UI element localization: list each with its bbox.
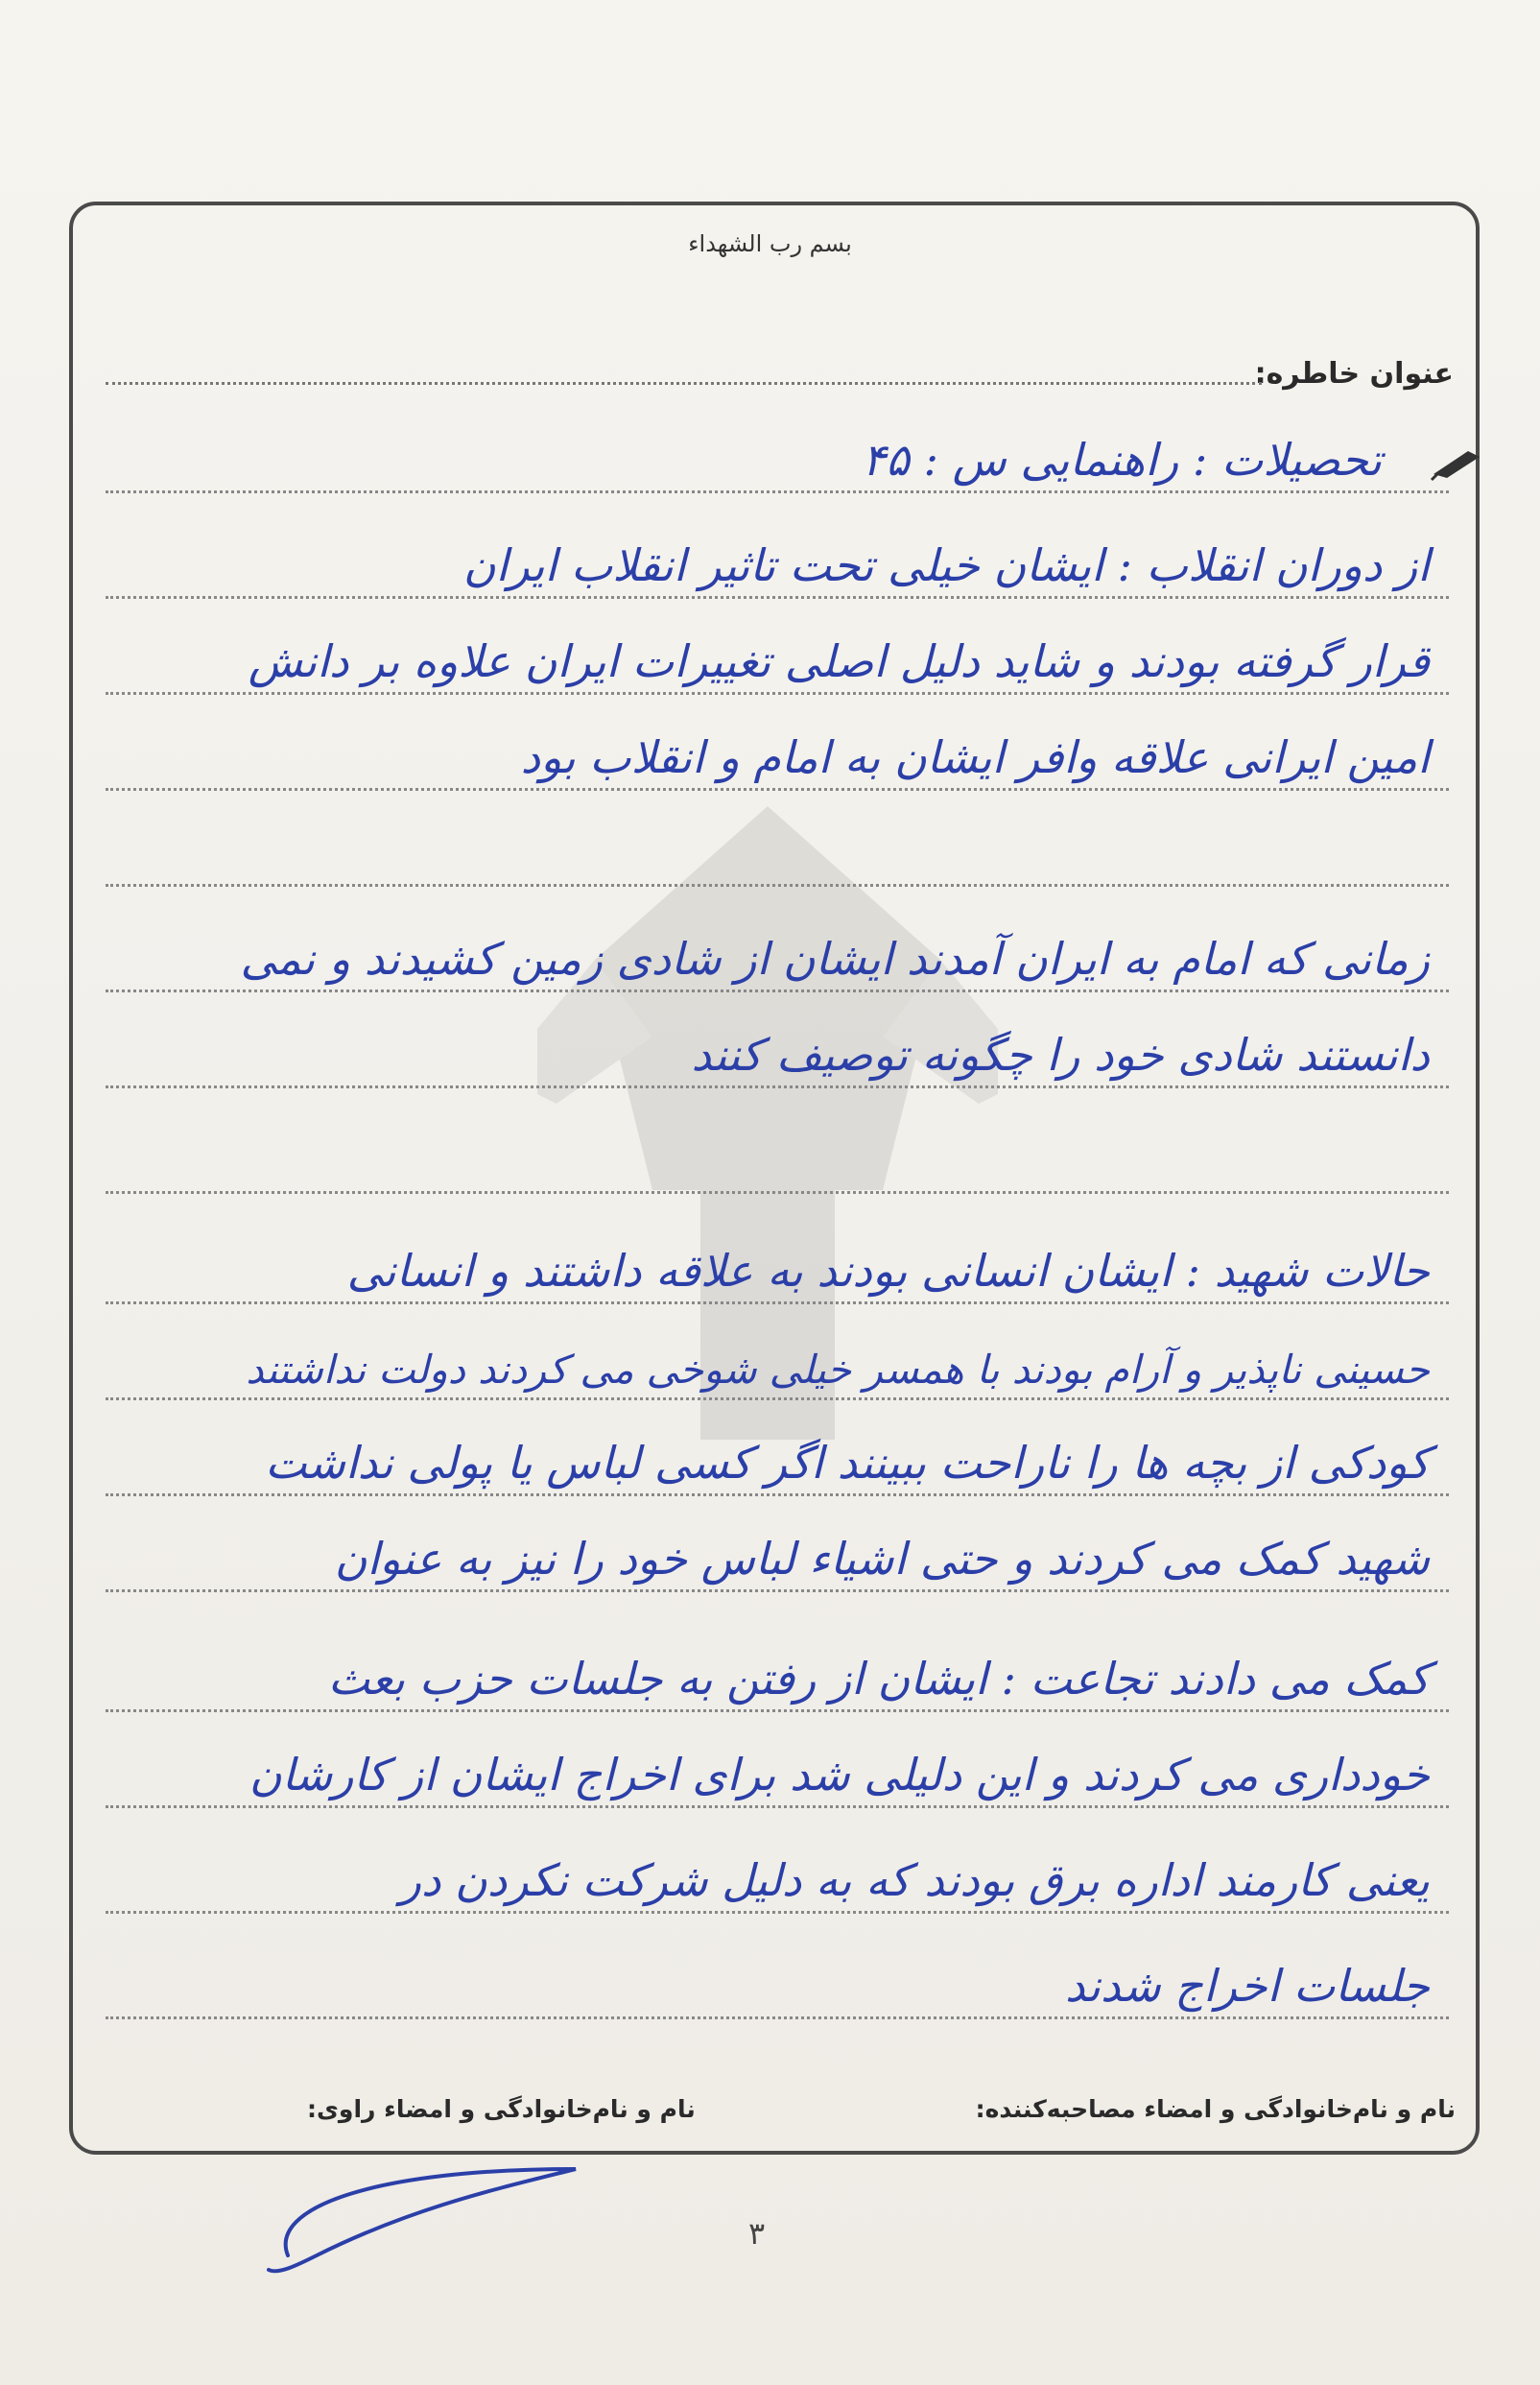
line-10[interactable]	[106, 1310, 1449, 1406]
handwritten-text: زمانی که امام به ایران آمدند ایشان از شادی زمین کشیدند و نمی	[240, 933, 1430, 985]
line-8[interactable]	[106, 1104, 1449, 1200]
handwritten-text: دانستند شادی خود را چگونه توصیف کنند	[691, 1029, 1430, 1081]
handwritten-text: حسینی ناپذیر و آرام بودند با همسر خیلی شوخی می کردند دولت نداشتند	[246, 1347, 1430, 1393]
handwritten-text: یعنی کارمند اداره برق بودند که به دلیل شرکت نکردن در	[399, 1854, 1430, 1906]
handwritten-text: کمک می دادند تجاعت : ایشان از رفتن به جلسات حزب بعث	[327, 1653, 1430, 1705]
line-3[interactable]	[106, 605, 1449, 701]
narrator-signature	[259, 2150, 624, 2284]
handwritten-text: قرار گرفته بودند و شاید دلیل اصلی تغییرات ایران علاوه بر دانش	[248, 635, 1430, 687]
page-number: ۳	[748, 2215, 766, 2252]
line-16[interactable]	[106, 1929, 1449, 2025]
dotted-rule	[106, 1589, 1449, 1592]
line-13[interactable]	[106, 1622, 1449, 1718]
line-12[interactable]	[106, 1502, 1449, 1598]
line-11[interactable]	[106, 1406, 1449, 1502]
dotted-rule	[106, 1397, 1449, 1400]
line-5[interactable]	[106, 797, 1449, 893]
line-9[interactable]	[106, 1214, 1449, 1310]
handwritten-text: شهید کمک می کردند و حتی اشیاء لباس خود را نیز به عنوان	[334, 1533, 1430, 1585]
dotted-rule	[106, 788, 1449, 791]
dotted-rule	[106, 884, 1449, 887]
dotted-rule	[106, 1085, 1449, 1088]
dotted-rule	[106, 490, 1449, 493]
handwritten-text: امین ایرانی علاقه وافر ایشان به امام و انقلاب بود	[520, 731, 1430, 783]
title-dotted-line	[106, 382, 1262, 385]
dotted-rule	[106, 1911, 1449, 1914]
line-6[interactable]	[106, 902, 1449, 998]
handwritten-text: کودکی از بچه ها را ناراحت ببینند اگر کسی لباس یا پولی نداشت	[265, 1437, 1430, 1489]
handwritten-text: تحصیلات : راهنمایی س : ۴۵	[862, 434, 1382, 486]
line-1[interactable]	[106, 403, 1449, 499]
line-4[interactable]	[106, 701, 1449, 797]
dotted-rule	[106, 692, 1449, 695]
bismillah-header: بسم رب الشهداء	[688, 230, 852, 257]
dotted-rule	[106, 1191, 1449, 1194]
handwritten-text: جلسات اخراج شدند	[1065, 1960, 1430, 2012]
line-14[interactable]	[106, 1718, 1449, 1814]
dotted-rule	[106, 2016, 1449, 2019]
dotted-rule	[106, 1301, 1449, 1304]
dotted-rule	[106, 990, 1449, 992]
handwritten-text: خودداری می کردند و این دلیلی شد برای اخراج ایشان از کارشان	[249, 1749, 1430, 1801]
narrator-signature-label: نام و نام‌خانوادگی و امضاء راوی:	[307, 2095, 696, 2123]
handwritten-text: از دوران انقلاب : ایشان خیلی تحت تاثیر انقلاب ایران	[462, 539, 1430, 591]
line-15[interactable]	[106, 1824, 1449, 1920]
dotted-rule	[106, 596, 1449, 599]
dotted-rule	[106, 1709, 1449, 1712]
line-7[interactable]	[106, 998, 1449, 1094]
interviewer-signature-label: نام و نام‌خانوادگی و امضاء مصاحبه‌کننده:	[975, 2095, 1456, 2123]
dotted-rule	[106, 1805, 1449, 1808]
memoir-title-label: عنوان خاطره:	[1254, 357, 1454, 391]
line-2[interactable]	[106, 509, 1449, 605]
handwritten-text: حالات شهید : ایشان انسانی بودند به علاقه داشتند و انسانی	[346, 1245, 1430, 1297]
dotted-rule	[106, 1493, 1449, 1496]
